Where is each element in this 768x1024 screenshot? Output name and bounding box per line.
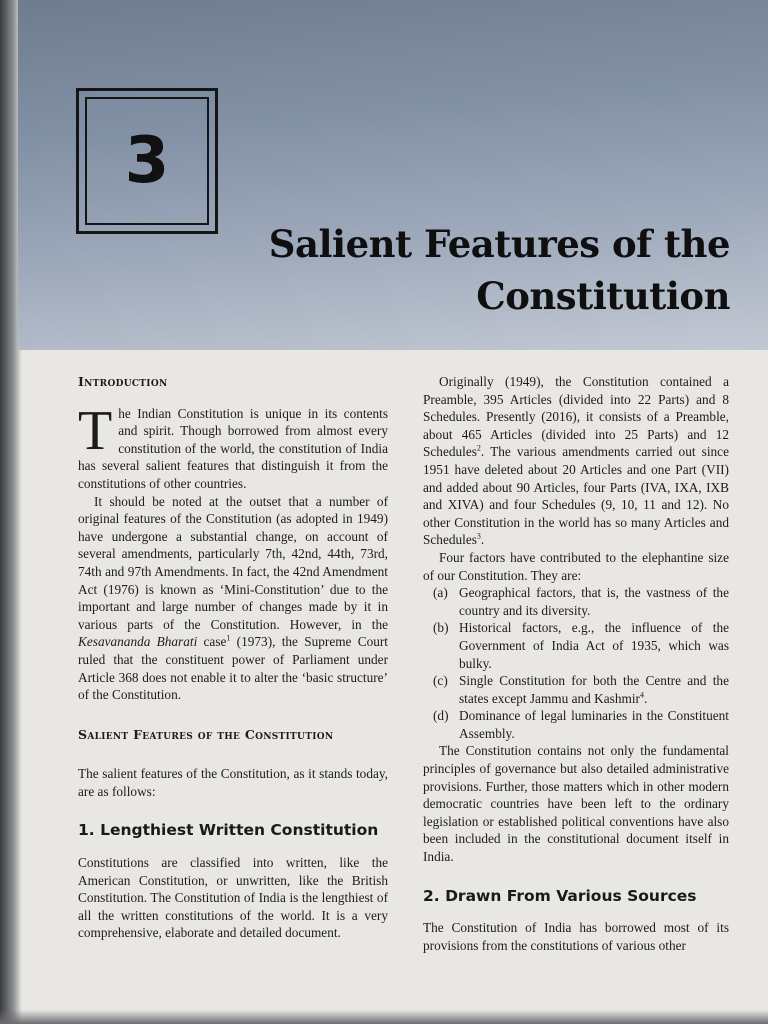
chapter-number: 3 — [124, 124, 170, 198]
list-item-text: Geographical factors, that is, the vastness of the country and its diversity. — [459, 585, 729, 618]
footnote-ref-1: 1 — [226, 633, 231, 643]
chapter-title — [250, 218, 730, 322]
introduction-paragraph-1-text: he Indian Constitution is unique in its contents and spirit. Though borrowed from almost every constitution of the world, the constitution of India has several salient features that distinguish it from the constitutions of other countries. — [78, 405, 388, 491]
chapter-number-box — [76, 88, 218, 234]
list-marker: (a) — [433, 585, 448, 601]
introduction-paragraph-2 — [78, 493, 388, 704]
factors-intro-paragraph: Four factors have contributed to the elephantine size of our Constitution. They are: — [423, 549, 729, 583]
list-item-text: Dominance of legal luminaries in the Constituent Assembly. — [459, 708, 729, 741]
list-item — [423, 619, 729, 672]
various-sources-heading: 2. Drawn From Various Sources — [423, 886, 697, 905]
articles-text-b: . The various amendments carried out since 1951 have deleted about 20 Articles and one Part (VII) and added about 90 Articles, four Parts (IVA, IXA, IXB and XIVA) and four Schedules (9, 10, 11 and 12). No other Constitution in the world has so many Articles and Schedules — [423, 444, 729, 548]
drop-cap: T — [78, 399, 113, 462]
chapter-title-line-1: Salient Features of the — [268, 222, 730, 266]
articles-text-c: . — [480, 532, 485, 548]
salient-features-paragraph: The salient features of the Constitution, as it stands today, are as follows: — [78, 766, 388, 799]
case-name: Kesavananda Bharati — [78, 634, 198, 650]
intro-p2-text-a: It should be noted at the outset that a number of original features of the Constitution (as adopted in 1949) have undergone a substantial change, on account of several amendments, particularly 7th, 42nd, 44th, 73rd, 74th and 97th Amendments. In fact, the 42nd Amendment Act (1976) is known as ‘Mini-Constitution’ due to the important and large number of changes made by it in various parts of the Constitution. However, in the — [78, 493, 388, 632]
list-item-text: Single Constitution for both the Centre and the states except Jammu and Kashmir — [459, 673, 729, 706]
list-marker: (d) — [433, 708, 449, 724]
introduction-paragraph-1 — [78, 399, 388, 493]
footnote-ref-4: 4 — [639, 690, 644, 700]
lengthiest-constitution-heading: 1. Lengthiest Written Constitution — [78, 821, 379, 840]
list-item — [423, 672, 729, 707]
various-sources-paragraph: The Constitution of India has borrowed most of its provisions from the constitutions of various other — [423, 920, 729, 953]
list-item — [423, 707, 729, 742]
salient-features-heading: Salient Features of the Constitution — [78, 726, 334, 742]
footnote-ref-3: 3 — [476, 531, 481, 541]
right-column — [423, 373, 729, 954]
fundamental-principles-paragraph: The Constitution contains not only the fundamental principles of governance but also detailed administrative provisions. Further, those matters which in other modern democratic countries have been left to the ordinary legislation or established political conventions have also been included in the constitutional document itself in India. — [423, 743, 729, 865]
chapter-title-line-2: Constitution — [476, 274, 730, 318]
intro-p2-text-c: (1973), the Supreme Court ruled that the constituent power of Parliament under Article 368 does not enable it to alter the ‘basic structure’ of the Constitution. — [78, 634, 388, 703]
articles-text-a: Originally (1949), the Constitution contained a Preamble, 395 Articles (divided into 22 Parts) and 8 Schedules. Presently (2016), it consists of a Preamble, about 465 Articles (divided into 25 Parts) and 12 Schedules — [423, 374, 729, 460]
lengthiest-constitution-paragraph: Constitutions are classified into written, like the American Constitution, or unwritten, like the British Constitution. The Constitution of India is the lengthiest of all the written constitutions of the world. It is a very comprehensive, elaborate and detailed document. — [78, 855, 388, 941]
list-item-text: Historical factors, e.g., the influence of the Government of India Act of 1935, which was bulky. — [459, 620, 729, 671]
introduction-heading: Introduction — [78, 374, 168, 389]
list-item-text-after: . — [643, 690, 648, 706]
factors-list — [423, 584, 729, 742]
chapter-number-box-inner — [85, 97, 209, 225]
list-marker: (b) — [433, 620, 449, 636]
left-column — [78, 373, 388, 942]
intro-p2-text-b: case — [197, 634, 227, 650]
page-bottom-shadow — [0, 1010, 768, 1024]
articles-paragraph — [423, 373, 729, 549]
list-item — [423, 584, 729, 619]
list-marker: (c) — [433, 673, 448, 689]
footnote-ref-2: 2 — [476, 443, 481, 453]
